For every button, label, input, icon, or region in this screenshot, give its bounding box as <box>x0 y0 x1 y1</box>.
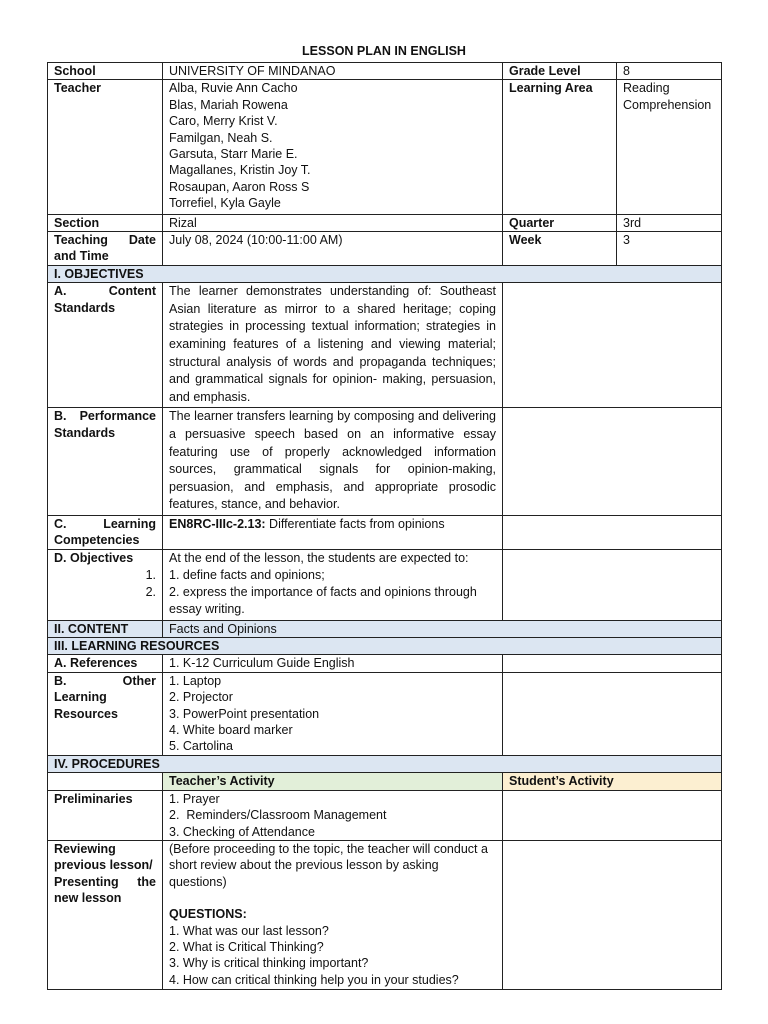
objective-item: 2. express the importance of facts and opinions through essay writing. <box>169 585 477 617</box>
teacher-list <box>163 80 503 214</box>
preliminary-item: 1. Prayer <box>169 791 220 806</box>
objectives-intro: At the end of the lesson, the students are expected to: <box>169 550 469 565</box>
references-label: A. References <box>48 655 163 672</box>
performance-standards-row <box>48 408 722 516</box>
label-word: C. <box>54 517 67 531</box>
learning-competencies-text <box>163 516 503 550</box>
other-resources-list <box>163 672 503 755</box>
label-word: Other <box>122 673 156 688</box>
other-resources-label <box>48 672 163 755</box>
learning-competencies-row <box>48 516 722 550</box>
label-word: Presenting <box>54 874 119 889</box>
grade-level-label: Grade Level <box>503 63 617 80</box>
performance-standards-text <box>163 408 503 516</box>
label-word: the <box>137 874 156 889</box>
teacher-name: Torrefiel, Kyla Gayle <box>169 196 281 211</box>
teacher-name: Rosaupan, Aaron Ross S <box>169 179 310 194</box>
objectives-label <box>48 549 163 620</box>
procedures-heading: IV. PROCEDURES <box>48 755 722 772</box>
quarter-label: Quarter <box>503 214 617 231</box>
question-item: 4. How can critical thinking help you in your studies? <box>169 972 459 987</box>
week-label: Week <box>503 232 617 266</box>
activity-header-row <box>48 773 722 790</box>
label-word: Competencies <box>54 533 140 548</box>
section-row <box>48 214 722 231</box>
performance-standards-label <box>48 408 163 516</box>
content-heading: II. CONTENT <box>48 620 163 637</box>
teacher-activity-header: Teacher’s Activity <box>163 773 503 790</box>
resources-heading: III. LEARNING RESOURCES <box>48 638 722 655</box>
question-item: 3. Why is critical thinking important? <box>169 956 369 971</box>
grade-level-value: 8 <box>617 63 722 80</box>
competency-text: Differentiate facts from opinions <box>265 517 445 531</box>
objectives-row <box>48 549 722 620</box>
teacher-name: Caro, Merry Krist V. <box>169 114 278 129</box>
references-row <box>48 655 722 672</box>
learning-area-line: Comprehension <box>623 97 712 112</box>
references-value: 1. K-12 Curriculum Guide English <box>163 655 503 672</box>
teacher-label: Teacher <box>48 80 163 214</box>
preliminaries-student-activity <box>503 790 722 840</box>
label-word: Standards <box>54 300 116 315</box>
review-student-activity <box>503 840 722 989</box>
preliminaries-label: Preliminaries <box>48 790 163 840</box>
teacher-row <box>48 80 722 214</box>
other-resources-notes <box>503 672 722 755</box>
preliminary-item: 2. Reminders/Classroom Management <box>169 808 387 823</box>
teacher-name: Alba, Ruvie Ann Cacho <box>169 81 298 96</box>
teaching-date-label-word: and Time <box>54 249 109 264</box>
label-word: Content <box>108 284 156 299</box>
objective-number: 1. <box>145 568 156 583</box>
week-value: 3 <box>617 232 722 266</box>
teacher-name: Familgan, Neah S. <box>169 130 273 145</box>
label-word: Reviewing <box>54 841 116 856</box>
resource-item: 4. White board marker <box>169 723 293 738</box>
teacher-name: Magallanes, Kristin Joy T. <box>169 163 311 178</box>
label-word: B. <box>54 409 67 424</box>
content-row <box>48 620 722 637</box>
preliminary-item: 3. Checking of Attendance <box>169 824 315 839</box>
learning-area-line: Reading <box>623 81 670 96</box>
section-label: Section <box>48 214 163 231</box>
performance-standards-paragraph: The learner transfers learning by composing and delivering a persuasive speech based on an informative essay featuring use of properly acknowledged information sources, grammatical signals for opinion-making, persuasion, and emphasis, and appropriate prosodic features, stance, and behavior. <box>169 409 496 512</box>
label-word: B. <box>54 673 67 688</box>
objectives-text <box>163 549 503 620</box>
document-title: LESSON PLAN IN ENGLISH <box>302 44 466 58</box>
learning-area-value <box>617 80 722 214</box>
label-word: Learning <box>54 690 107 705</box>
preliminaries-row <box>48 790 722 840</box>
teacher-name: Garsuta, Starr Marie E. <box>169 147 298 162</box>
objective-item: 1. define facts and opinions; <box>169 568 325 583</box>
content-standards-notes <box>503 283 722 408</box>
label-word: Learning <box>103 517 156 531</box>
school-label: School <box>48 63 163 80</box>
objectives-heading-row <box>48 265 722 282</box>
learning-area-label: Learning Area <box>503 80 617 214</box>
review-text <box>163 840 503 989</box>
teaching-date-label-word: Date <box>128 233 156 248</box>
content-standards-label <box>48 283 163 408</box>
resource-item: 5. Cartolina <box>169 739 233 754</box>
label-word: A. <box>54 284 67 299</box>
resource-item: 3. PowerPoint presentation <box>169 706 320 721</box>
objectives-label-text: D. Objectives <box>54 550 134 565</box>
lesson-plan-table <box>47 62 722 990</box>
spacer <box>169 890 496 906</box>
content-value: Facts and Opinions <box>163 620 722 637</box>
label-word: previous lesson/ <box>54 858 153 873</box>
objectives-heading: I. OBJECTIVES <box>48 265 722 282</box>
label-word: new lesson <box>54 891 122 906</box>
competency-code: EN8RC-IIIc-2.13: <box>169 517 266 531</box>
content-standards-text <box>163 283 503 408</box>
quarter-value: 3rd <box>617 214 722 231</box>
teaching-date-label-word: Teaching <box>54 233 108 248</box>
preliminaries-list <box>163 790 503 840</box>
school-value: UNIVERSITY OF MINDANAO <box>163 63 503 80</box>
school-row <box>48 63 722 80</box>
resource-item: 1. Laptop <box>169 673 222 688</box>
content-standards-row <box>48 283 722 408</box>
other-resources-row <box>48 672 722 755</box>
question-item: 1. What was our last lesson? <box>169 923 329 938</box>
procedures-heading-row <box>48 755 722 772</box>
section-value: Rizal <box>163 214 503 231</box>
teaching-date-row <box>48 232 722 266</box>
review-row <box>48 840 722 989</box>
teaching-date-label <box>48 232 163 266</box>
resource-item: 2. Projector <box>169 690 233 705</box>
references-notes <box>503 655 722 672</box>
label-word: Standards <box>54 425 116 440</box>
performance-standards-notes <box>503 408 722 516</box>
teacher-name: Blas, Mariah Rowena <box>169 97 288 112</box>
learning-competencies-notes <box>503 516 722 550</box>
learning-competencies-label <box>48 516 163 550</box>
resources-heading-row <box>48 638 722 655</box>
question-item: 2. What is Critical Thinking? <box>169 939 324 954</box>
objective-number: 2. <box>145 585 156 600</box>
teaching-date-value: July 08, 2024 (10:00-11:00 AM) <box>163 232 503 266</box>
label-word: Performance <box>79 409 156 424</box>
review-intro: (Before proceeding to the topic, the teacher will conduct a short review about the previous lesson by asking questions) <box>169 841 488 889</box>
student-activity-header: Student’s Activity <box>503 773 722 790</box>
content-standards-paragraph: The learner demonstrates understanding of: Southeast Asian literature as mirror to a shared heritage; coping strategies in processing textual information; strategies in examining features of a listening and viewing material; structural analysis of words and propaganda techniques; and grammatical signals for opinion- making, persuasion, and emphasis. <box>169 284 496 404</box>
objectives-notes <box>503 549 722 620</box>
label-word: Resources <box>54 706 118 721</box>
review-label <box>48 840 163 989</box>
activity-header-blank <box>48 773 163 790</box>
questions-label: QUESTIONS: <box>169 907 247 922</box>
